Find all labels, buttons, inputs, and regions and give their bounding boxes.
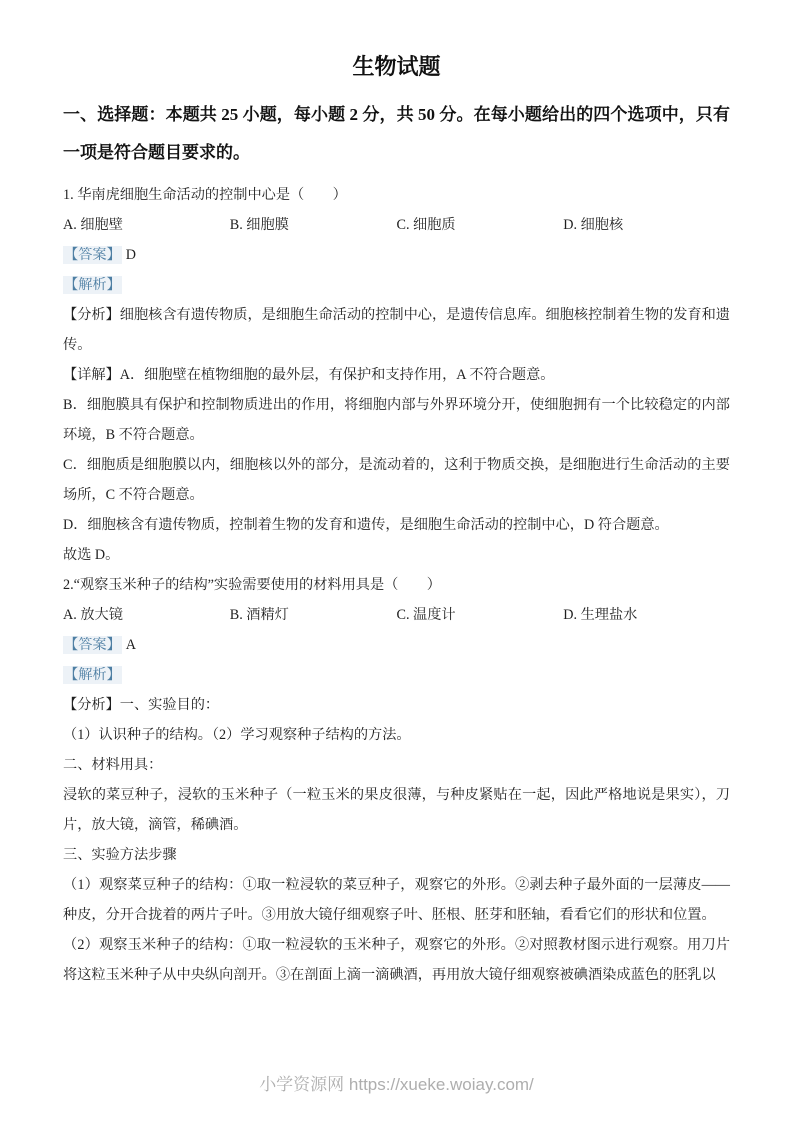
question-1-conclusion: 故选 D。	[63, 547, 120, 563]
question-2-answer-line	[63, 630, 730, 660]
question-1-answer: D	[125, 247, 137, 263]
question-2-options	[63, 600, 730, 630]
question-2-answer: A	[125, 637, 137, 653]
question-1-options	[63, 210, 730, 240]
question-1-detail-paragraph-d: D．细胞核含有遗传物质，控制着生物的发育和遗传，是细胞生命活动的控制中心，D 符合题意。	[63, 517, 669, 533]
question-2-analysis-step-2: （2）观察玉米种子的结构：①取一粒浸软的玉米种子，观察它的外形。②对照教材图示进行观察。用刀片将这粒玉米种子从中央纵向剖开。③在剖面上滴一滴碘酒，再用放大镜仔细观察被碘酒染成蓝色的胚乳以	[63, 937, 730, 983]
question-2-analysis-steps-heading: 三、实验方法步骤	[63, 847, 177, 863]
question-1-option-b: B. 细胞膜	[229, 217, 289, 233]
question-1-option-a: A. 细胞壁	[63, 217, 123, 233]
question-1-stem: 1. 华南虎细胞生命活动的控制中心是（ ）	[63, 187, 347, 203]
question-2-analysis-tag-line	[63, 660, 730, 690]
analysis-tag: 【解析】	[64, 277, 121, 293]
question-1-answer-line	[63, 240, 730, 270]
question-2-stem: 2.“观察玉米种子的结构”实验需要使用的材料用具是（ ）	[63, 577, 441, 593]
question-2-option-d: D. 生理盐水	[563, 607, 638, 623]
answer-tag: 【答案】	[64, 247, 121, 263]
question-2-analysis-purpose: 【分析】一、实验目的：	[63, 697, 220, 713]
answer-tag: 【答案】	[64, 637, 121, 653]
question-2-analysis-purpose-items: （1）认识种子的结构。（2）学习观察种子结构的方法。	[63, 727, 411, 743]
question-1-option-c: C. 细胞质	[396, 217, 456, 233]
question-1-detail-paragraph-c: C．细胞质是细胞膜以内，细胞核以外的部分，是流动着的，这利于物质交换，是细胞进行生命活动的主要场所，C 不符合题意。	[63, 457, 730, 503]
question-1-analysis-paragraph: 【分析】细胞核含有遗传物质，是细胞生命活动的控制中心，是遗传信息库。细胞核控制着生物的发育和遗传。	[63, 307, 730, 353]
question-1-option-d: D. 细胞核	[563, 217, 624, 233]
question-1-detail-paragraph-a: 【详解】A．细胞壁在植物细胞的最外层，有保护和支持作用，A 不符合题意。	[63, 367, 555, 383]
question-2-option-c: C. 温度计	[396, 607, 456, 623]
section-header: 一、选择题：本题共 25 小题，每小题 2 分，共 50 分。在每小题给出的四个选项中，只有一项是符合题目要求的。	[63, 105, 730, 162]
question-2-analysis-step-1: （1）观察菜豆种子的结构：①取一粒浸软的菜豆种子，观察它的外形。②剥去种子最外面的一层薄皮——种皮，分开合拢着的两片子叶。③用放大镜仔细观察子叶、胚根、胚芽和胚轴，看看它们的形状和位置。	[63, 877, 730, 923]
question-1-analysis-tag-line	[63, 270, 730, 300]
question-2-option-a: A. 放大镜	[63, 607, 123, 623]
question-2-analysis-materials-list: 浸软的菜豆种子，浸软的玉米种子（一粒玉米的果皮很薄，与种皮紧贴在一起，因此严格地说是果实），刀片，放大镜，滴管，稀碘酒。	[63, 787, 730, 833]
question-1-detail-paragraph-b: B．细胞膜具有保护和控制物质进出的作用，将细胞内部与外界环境分开，使细胞拥有一个比较稳定的内部环境，B 不符合题意。	[63, 397, 730, 443]
footer-watermark: 小学资源网 https://xueke.woiay.com/	[259, 1075, 534, 1094]
page-title: 生物试题	[352, 54, 441, 79]
question-2-option-b: B. 酒精灯	[229, 607, 289, 623]
question-2-analysis-materials-heading: 二、材料用具：	[63, 757, 163, 773]
analysis-tag: 【解析】	[64, 667, 121, 683]
